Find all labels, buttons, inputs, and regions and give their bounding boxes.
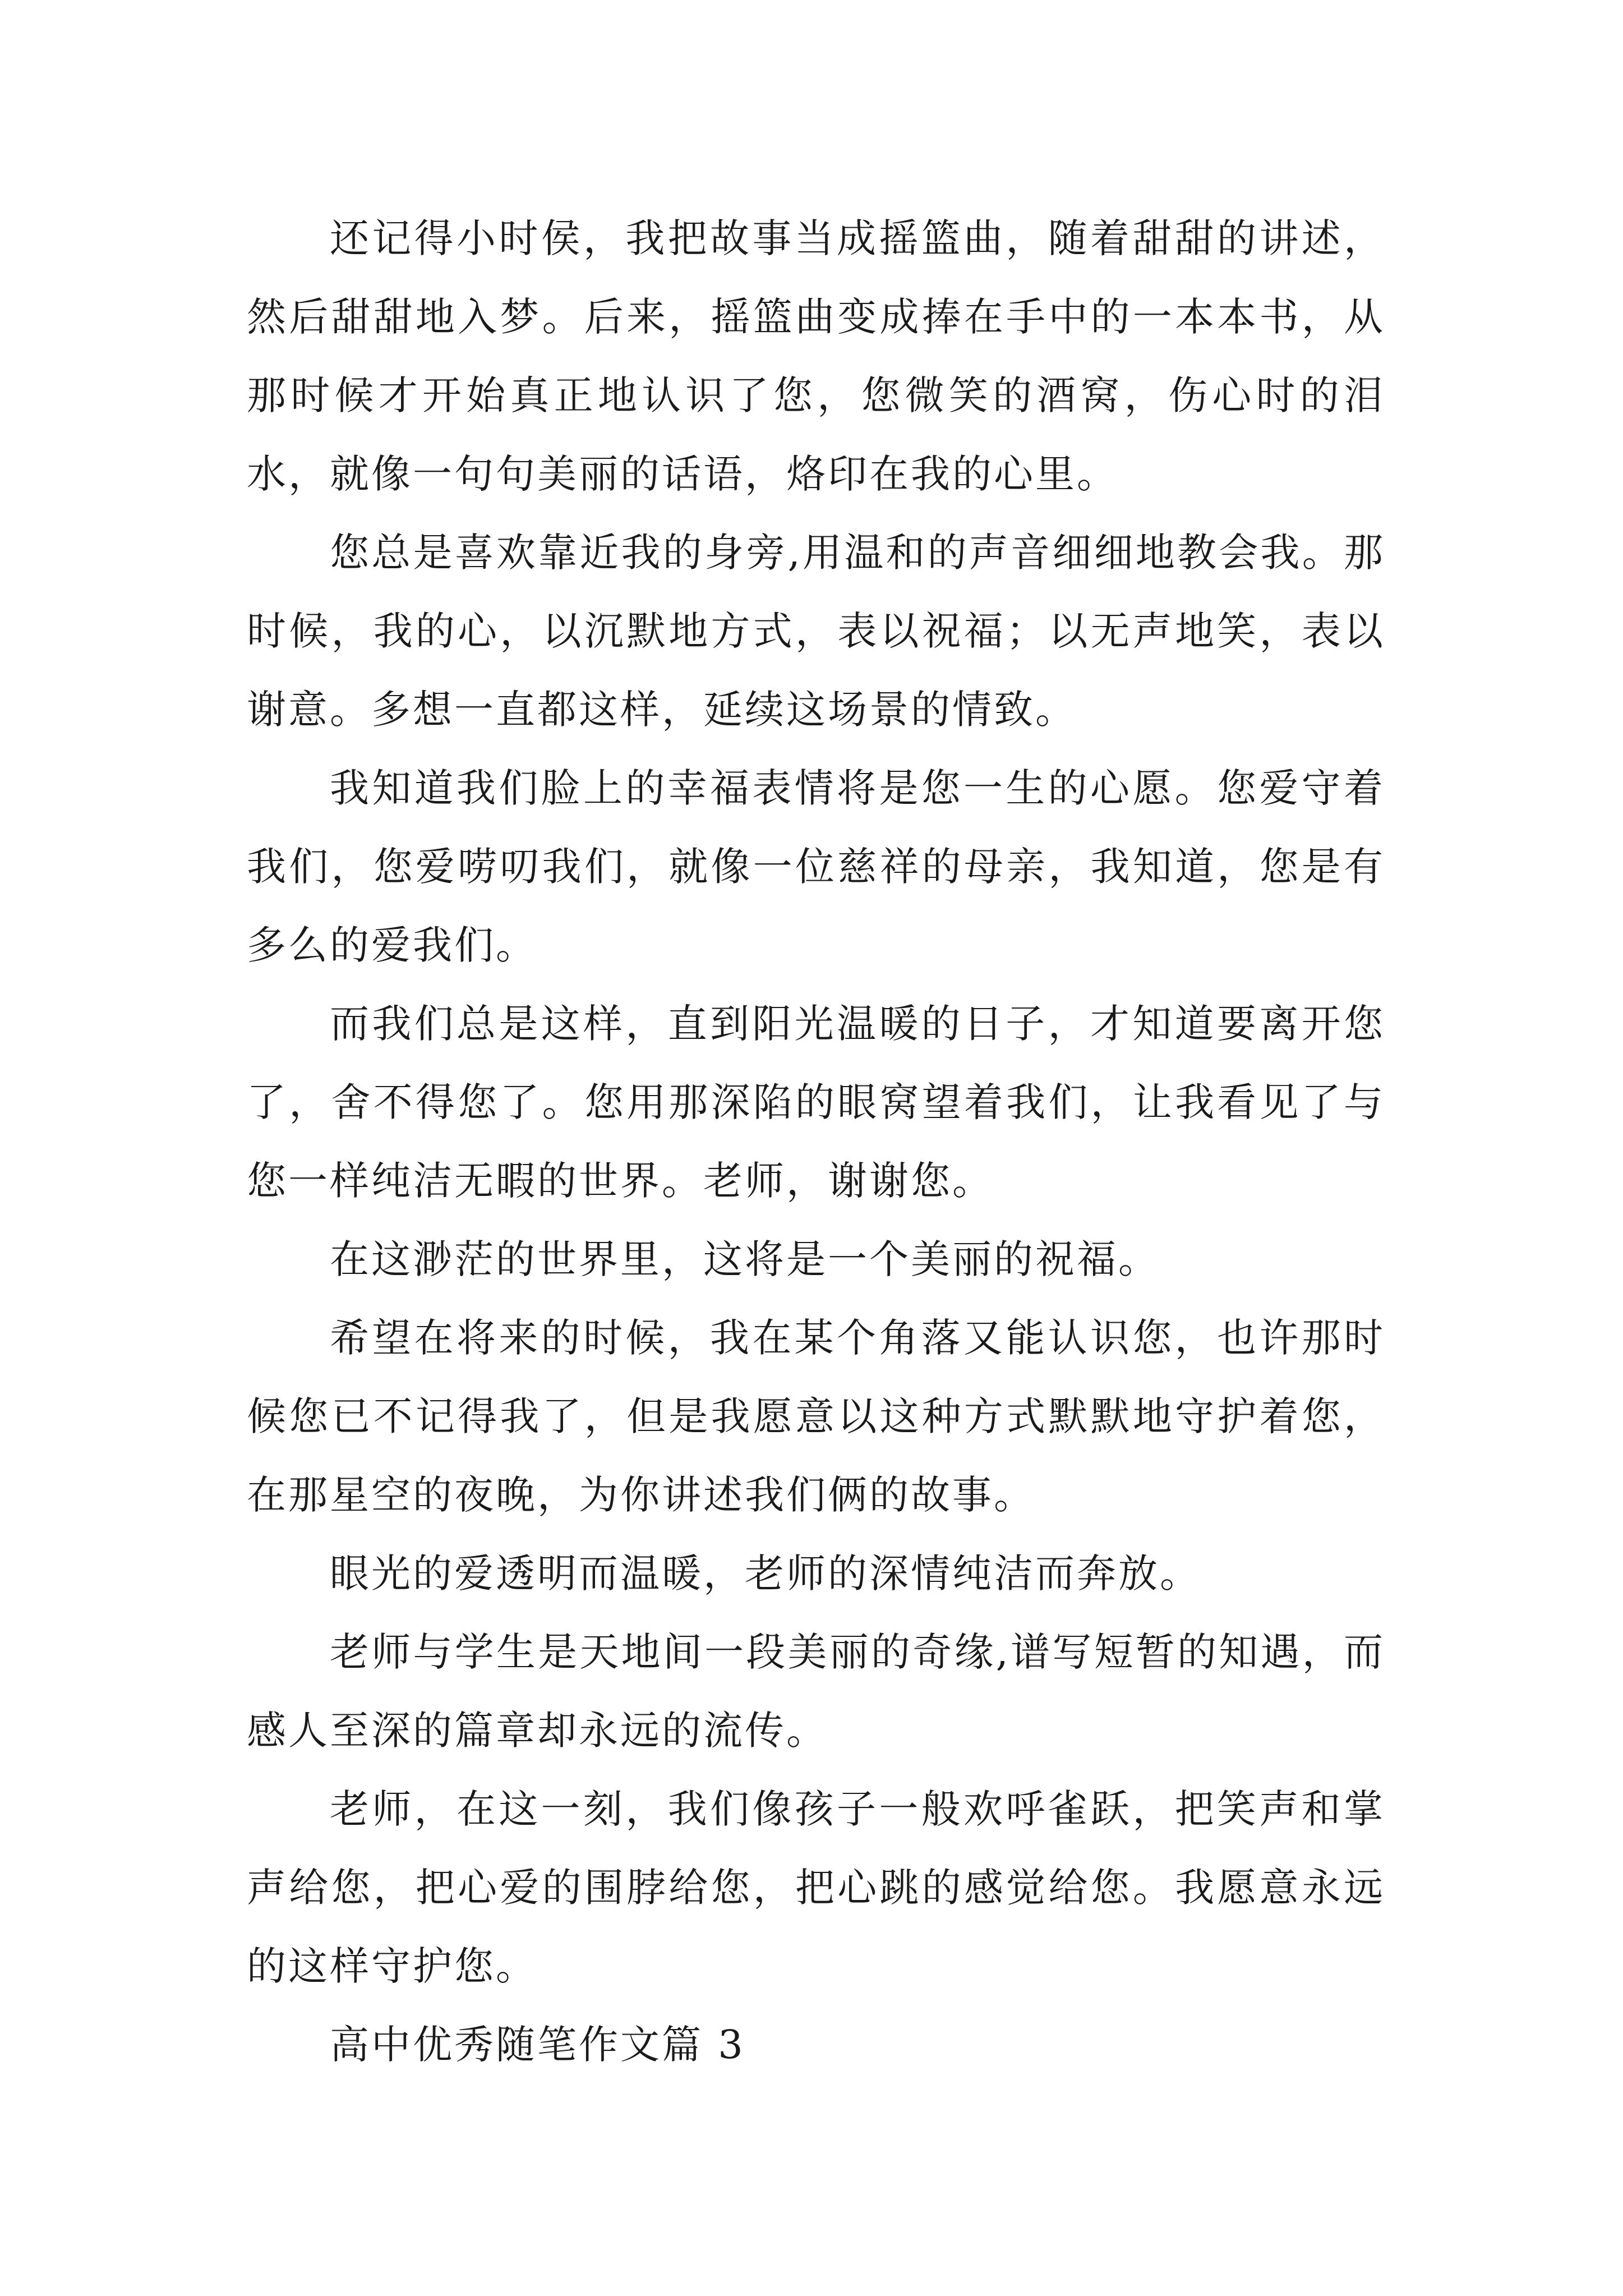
paragraph: 老师与学生是天地间一段美丽的奇缘,谱写短暂的知遇，而感人至深的篇章却永远的流传。 xyxy=(247,1629,1385,1754)
paragraph: 而我们总是这样，直到阳光温暖的日子，才知道要离开您了，舍不得您了。您用那深陷的眼窝望着我们，让我看见了与您一样纯洁无暇的世界。老师，谢谢您。 xyxy=(247,1001,1385,1204)
paragraph: 您总是喜欢靠近我的身旁,用温和的声音细细地教会我。那时候，我的心，以沉默地方式，表以祝福；以无声地笑，表以谢意。多想一直都这样，延续这场景的情致。 xyxy=(247,530,1385,733)
paragraph: 希望在将来的时候，我在某个角落又能认识您，也许那时候您已不记得我了，但是我愿意以这种方式默默地守护着您，在那星空的夜晚，为你讲述我们俩的故事。 xyxy=(247,1315,1385,1518)
paragraph: 老师，在这一刻，我们像孩子一般欢呼雀跃，把笑声和掌声给您，把心爱的围脖给您，把心跳的感觉给您。我愿意永远的这样守护您。 xyxy=(247,1786,1385,1989)
paragraph: 我知道我们脸上的幸福表情将是您一生的心愿。您爱守着我们，您爱唠叨我们，就像一位慈祥的母亲，我知道，您是有多么的爱我们。 xyxy=(247,765,1385,968)
paragraph: 眼光的爱透明而温暖，老师的深情纯洁而奔放。 xyxy=(330,1550,1201,1596)
paragraph: 还记得小时侯，我把故事当成摇篮曲，随着甜甜的讲述，然后甜甜地入梦。后来，摇篮曲变成捧在手中的一本本书，从那时候才开始真正地认识了您，您微笑的酒窝，伤心时的泪水，就像一句句美丽的话语，烙印在我的心里。 xyxy=(247,215,1385,497)
paragraph: 在这渺茫的世界里，这将是一个美丽的祝福。 xyxy=(330,1236,1160,1282)
document-body xyxy=(247,199,1385,2084)
section-heading: 高中优秀随笔作文篇 3 xyxy=(330,2022,745,2068)
